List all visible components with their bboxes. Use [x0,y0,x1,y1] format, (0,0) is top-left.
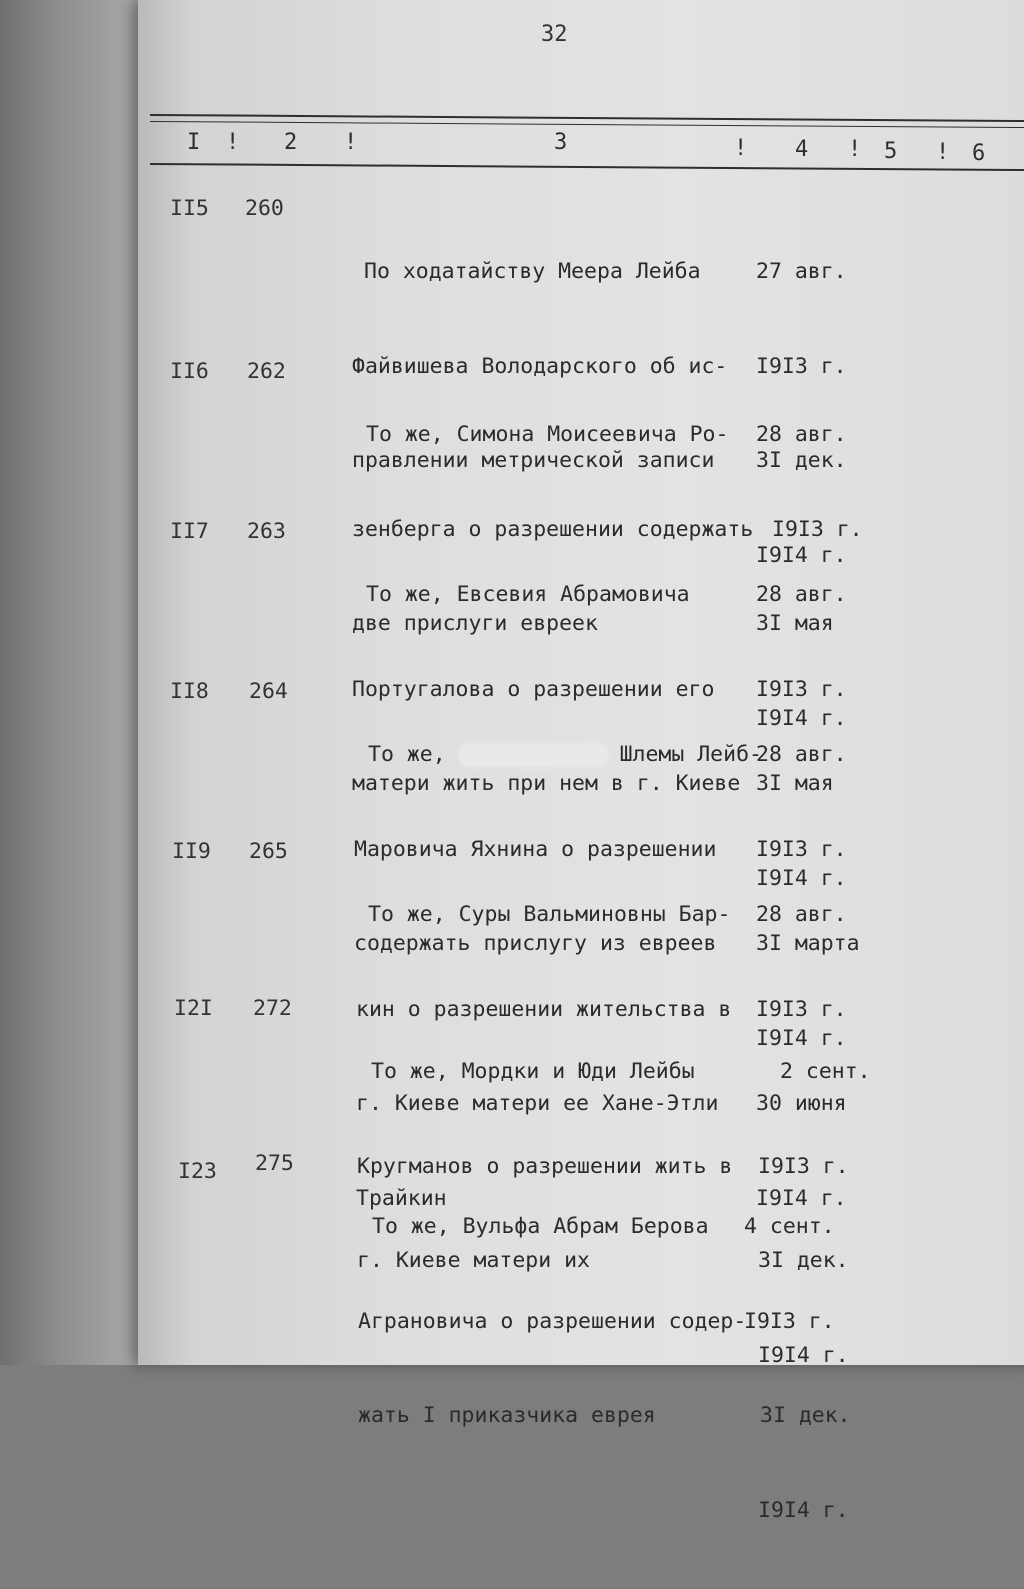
underlying-page [0,0,150,1365]
header-col-2: 2 [284,130,298,155]
entry-number: I23 [178,1159,217,1184]
date-line: 28 авг. [756,742,847,767]
date-line: 3I дек. [758,1248,849,1273]
description-line: Трайкин [356,1185,447,1211]
entry-number: II9 [172,839,211,864]
date-line: 2 сент. [780,1059,871,1084]
description-line: Португалова о разрешении его [352,676,715,702]
header-col-3: 3 [554,130,568,155]
description-line: правлении метрической записи [352,448,715,473]
entry-code: 272 [253,996,292,1021]
date-line: 3I мая [756,611,834,636]
date-line: I9I3 г. [756,836,847,862]
date-line: I9I4 г. [758,1497,849,1523]
header-col-5: 5 [884,139,898,164]
description-line: содержать прислугу из евреев [354,931,717,956]
entry-code: 264 [249,679,288,704]
date-line: I9I3 г. [772,516,863,542]
date-line: I9I3 г. [756,353,847,379]
entry-number: II5 [170,196,209,221]
entry-code: 262 [247,359,286,384]
entry-code: 263 [247,519,286,544]
header-col-1: I [187,130,201,155]
description-line: То же, Симона Моисеевича Ро- [366,422,729,447]
entry-code: 260 [245,196,284,221]
page-number: 32 [541,22,568,47]
date-line: 30 июня [756,1091,847,1116]
description-line: зенберга о разрешении содержать [352,516,754,542]
date-line: I9I3 г. [756,676,847,702]
description-line: То же, [368,742,446,767]
entry-dates [744,1148,851,1589]
date-line: 3I мая [756,771,834,796]
description-line: То же, Вульфа Абрам Берова [372,1214,709,1239]
description-line: Маровича Яхнина о разрешении [354,836,717,862]
header-separator: ! [936,140,950,165]
date-line: I9I4 г. [756,542,847,568]
date-line: I9I4 г. [756,1185,847,1211]
date-line: I9I4 г. [756,705,847,731]
date-line: I9I3 г. [744,1308,835,1334]
date-line: 28 авг. [756,422,847,447]
description-line: По ходатайству Меера Лейба [364,259,701,284]
entry-number: II6 [170,359,209,384]
description-line: г. Киеве матери ее Хане-Этли [356,1091,719,1116]
header-col-4: 4 [795,137,809,162]
header-separator: ! [226,130,240,155]
description-line: жать I приказчика еврея [358,1403,656,1428]
entry-number: I2I [174,996,213,1021]
description-line: две прислуги евреек [352,611,598,636]
entry-description [358,1148,746,1495]
date-line: I9I4 г. [756,1025,847,1051]
date-line: 3I марта [756,931,860,956]
description-line: г. Киеве матери их [357,1248,590,1273]
entry-code: 265 [249,839,288,864]
header-col-6: 6 [972,141,986,166]
date-line: 27 авг. [756,259,847,284]
description-line-tail: Шлемы Лейб- [619,742,762,767]
date-line: I9I3 г. [756,996,847,1022]
description-line: Аграновича о разрешении содер- [358,1308,747,1334]
date-line: I9I4 г. [756,865,847,891]
description-line: матери жить при нем в г. Киеве [352,771,741,796]
description-line: То же, Мордки и Юди Лейбы [371,1059,695,1084]
date-line: 28 авг. [756,582,847,607]
entry-code: 275 [255,1151,294,1176]
date-line: I9I3 г. [758,1153,849,1179]
date-line: 4 сент. [744,1214,835,1239]
header-separator: ! [734,136,748,161]
description-line: Кругманов о разрешении жить в [357,1153,733,1179]
description-line: Файвишева Володарского об ис- [352,353,728,379]
description-line: То же, Евсевия Абрамовича [366,582,690,607]
entry-number: II7 [170,519,209,544]
entry-number: II8 [170,679,209,704]
description-line: кин о разрешении жительства в [356,996,732,1022]
date-line: 28 авг. [756,902,847,927]
date-line: 3I дек. [756,448,847,473]
description-line: То же, Суры Вальминовны Бар- [368,902,731,927]
date-line: 3I дек. [760,1403,851,1428]
header-separator: ! [848,137,862,162]
header-separator: ! [344,130,358,155]
date-line: I9I4 г. [758,1342,849,1368]
redaction-mark [459,744,607,766]
